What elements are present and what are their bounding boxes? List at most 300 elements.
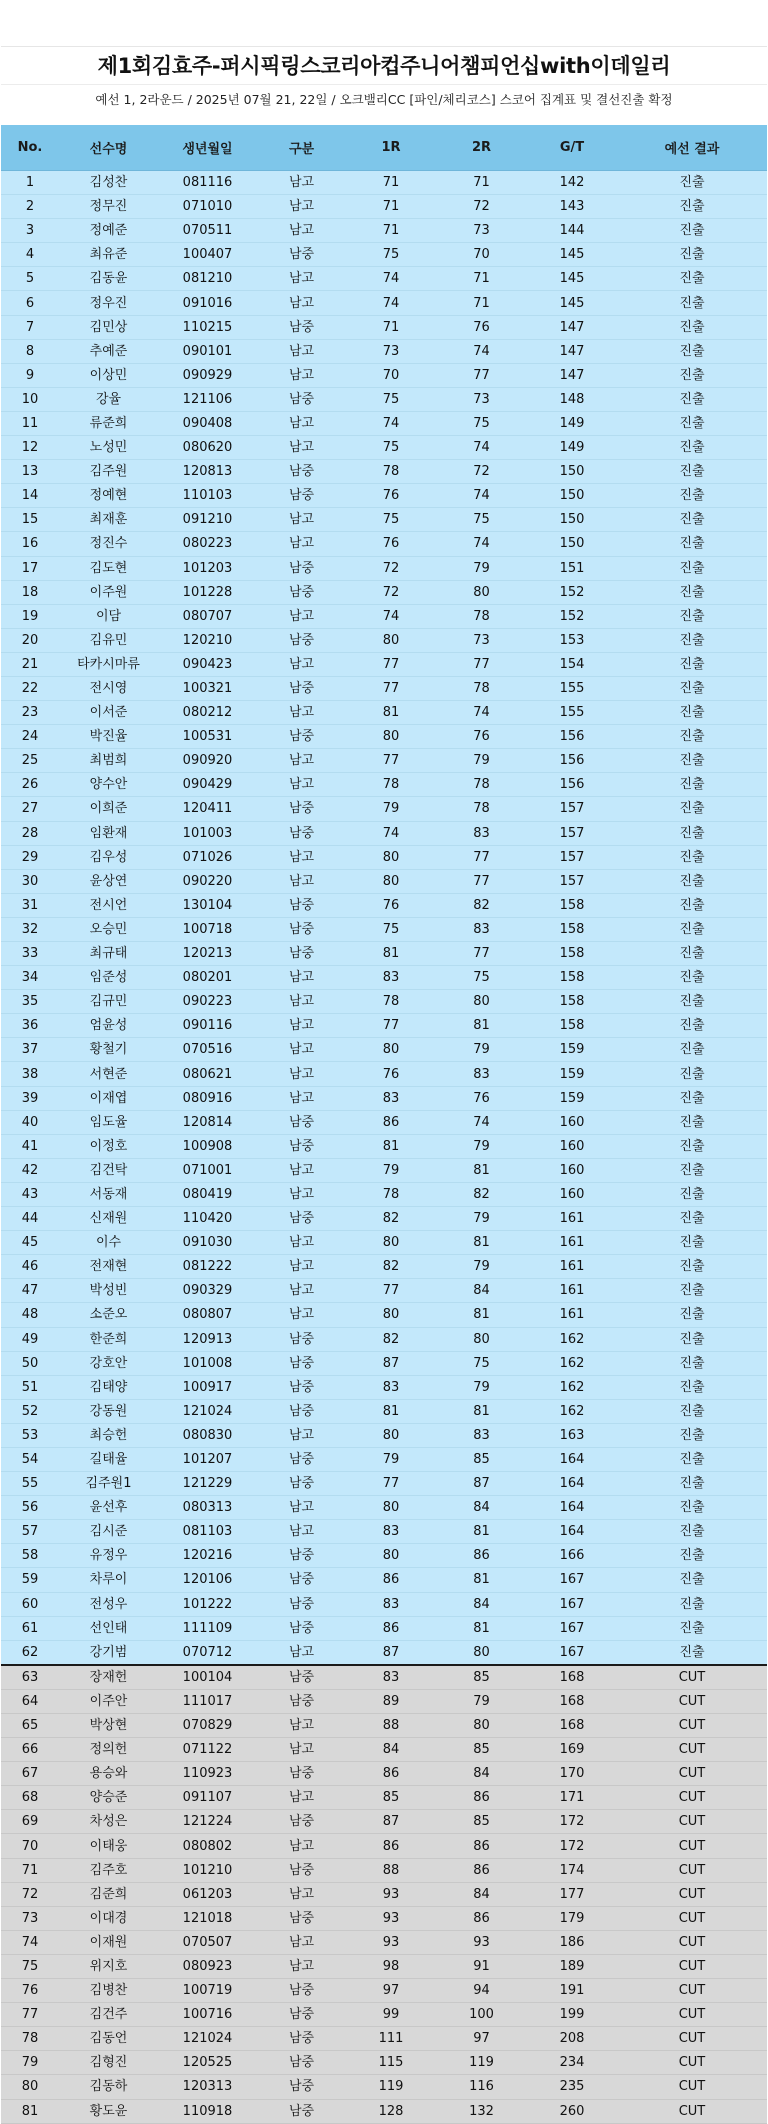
cell-round-1: 86 bbox=[346, 1834, 436, 1858]
cell-gross-total: 149 bbox=[527, 436, 617, 460]
cell-no: 48 bbox=[1, 1303, 59, 1327]
cell-qualifying-result: CUT bbox=[617, 2027, 767, 2051]
cell-division: 남중 bbox=[257, 1134, 346, 1158]
cell-round-2: 71 bbox=[436, 291, 527, 315]
cell-gross-total: 158 bbox=[527, 966, 617, 990]
cell-player-name: 김주호 bbox=[59, 1858, 158, 1882]
cell-qualifying-result: 진출 bbox=[617, 1086, 767, 1110]
cell-no: 51 bbox=[1, 1375, 59, 1399]
cell-gross-total: 160 bbox=[527, 1158, 617, 1182]
cell-player-name: 임준성 bbox=[59, 966, 158, 990]
cell-birthdate: 120210 bbox=[158, 628, 257, 652]
table-row bbox=[1, 1303, 767, 1327]
cell-round-1: 75 bbox=[346, 243, 436, 267]
table-row bbox=[1, 1544, 767, 1568]
cell-no: 53 bbox=[1, 1423, 59, 1447]
table-row bbox=[1, 411, 767, 435]
cell-round-2: 79 bbox=[436, 1255, 527, 1279]
table-row bbox=[1, 556, 767, 580]
table-row bbox=[1, 1182, 767, 1206]
cell-gross-total: 157 bbox=[527, 845, 617, 869]
cell-gross-total: 161 bbox=[527, 1255, 617, 1279]
cell-round-2: 80 bbox=[436, 990, 527, 1014]
cell-round-1: 87 bbox=[346, 1351, 436, 1375]
cell-birthdate: 090423 bbox=[158, 652, 257, 676]
cell-birthdate: 110918 bbox=[158, 2099, 257, 2123]
cell-birthdate: 100531 bbox=[158, 725, 257, 749]
cell-round-1: 80 bbox=[346, 1303, 436, 1327]
cell-birthdate: 080707 bbox=[158, 604, 257, 628]
cell-birthdate: 080212 bbox=[158, 701, 257, 725]
page-title: 제1회김효주-퍼시픽링스코리아컵주니어챔피언십with이데일리 bbox=[97, 54, 671, 78]
cell-round-2: 70 bbox=[436, 243, 527, 267]
cell-player-name: 박성빈 bbox=[59, 1279, 158, 1303]
cell-gross-total: 168 bbox=[527, 1665, 617, 1690]
cell-round-2: 81 bbox=[436, 1014, 527, 1038]
table-row bbox=[1, 315, 767, 339]
table-row bbox=[1, 1231, 767, 1255]
cell-birthdate: 121224 bbox=[158, 1810, 257, 1834]
table-row bbox=[1, 1520, 767, 1544]
cell-birthdate: 101008 bbox=[158, 1351, 257, 1375]
cell-round-2: 81 bbox=[436, 1616, 527, 1640]
cell-qualifying-result: 진출 bbox=[617, 1062, 767, 1086]
cell-player-name: 이주안 bbox=[59, 1689, 158, 1713]
cell-round-2: 85 bbox=[436, 1810, 527, 1834]
cell-division: 남중 bbox=[257, 1375, 346, 1399]
cell-round-1: 78 bbox=[346, 990, 436, 1014]
table-row bbox=[1, 387, 767, 411]
cell-player-name: 차루이 bbox=[59, 1568, 158, 1592]
cell-division: 남고 bbox=[257, 1086, 346, 1110]
cell-player-name: 전성우 bbox=[59, 1592, 158, 1616]
cell-division: 남고 bbox=[257, 1231, 346, 1255]
column-header-division[interactable]: 구분 bbox=[257, 125, 346, 171]
table-row bbox=[1, 267, 767, 291]
cell-player-name: 김동언 bbox=[59, 2027, 158, 2051]
cell-round-1: 81 bbox=[346, 1134, 436, 1158]
cell-birthdate: 100321 bbox=[158, 676, 257, 700]
cell-gross-total: 153 bbox=[527, 628, 617, 652]
cell-round-1: 83 bbox=[346, 1375, 436, 1399]
cell-division: 남중 bbox=[257, 1762, 346, 1786]
cell-no: 52 bbox=[1, 1399, 59, 1423]
cell-birthdate: 110923 bbox=[158, 1762, 257, 1786]
cell-division: 남중 bbox=[257, 1472, 346, 1496]
cell-no: 71 bbox=[1, 1858, 59, 1882]
cell-birthdate: 090220 bbox=[158, 869, 257, 893]
cell-round-1: 77 bbox=[346, 652, 436, 676]
cell-round-2: 77 bbox=[436, 363, 527, 387]
cell-gross-total: 160 bbox=[527, 1182, 617, 1206]
table-row bbox=[1, 2075, 767, 2099]
cell-round-2: 71 bbox=[436, 267, 527, 291]
cell-birthdate: 091210 bbox=[158, 508, 257, 532]
cell-gross-total: 162 bbox=[527, 1375, 617, 1399]
cell-no: 13 bbox=[1, 460, 59, 484]
cell-division: 남중 bbox=[257, 580, 346, 604]
table-row bbox=[1, 773, 767, 797]
cell-round-2: 77 bbox=[436, 652, 527, 676]
cell-round-2: 82 bbox=[436, 1182, 527, 1206]
cell-no: 9 bbox=[1, 363, 59, 387]
cell-player-name: 김동윤 bbox=[59, 267, 158, 291]
cell-round-1: 71 bbox=[346, 171, 436, 195]
table-row bbox=[1, 1158, 767, 1182]
table-row bbox=[1, 942, 767, 966]
cell-round-1: 93 bbox=[346, 1882, 436, 1906]
cell-player-name: 김주원1 bbox=[59, 1472, 158, 1496]
cell-birthdate: 071001 bbox=[158, 1158, 257, 1182]
cell-round-1: 71 bbox=[346, 195, 436, 219]
cell-gross-total: 174 bbox=[527, 1858, 617, 1882]
table-row bbox=[1, 195, 767, 219]
column-header-birthdate[interactable]: 생년월일 bbox=[158, 125, 257, 171]
cell-division: 남중 bbox=[257, 1447, 346, 1471]
cell-round-1: 93 bbox=[346, 1906, 436, 1930]
cell-player-name: 김태양 bbox=[59, 1375, 158, 1399]
cell-no: 35 bbox=[1, 990, 59, 1014]
cell-qualifying-result: 진출 bbox=[617, 1447, 767, 1471]
cell-round-1: 71 bbox=[346, 219, 436, 243]
cell-player-name: 이수 bbox=[59, 1231, 158, 1255]
cell-no: 80 bbox=[1, 2075, 59, 2099]
cell-division: 남중 bbox=[257, 1665, 346, 1690]
table-row bbox=[1, 1014, 767, 1038]
cell-gross-total: 147 bbox=[527, 315, 617, 339]
cell-gross-total: 162 bbox=[527, 1399, 617, 1423]
cell-birthdate: 101207 bbox=[158, 1447, 257, 1471]
cell-player-name: 김주원 bbox=[59, 460, 158, 484]
cell-no: 12 bbox=[1, 436, 59, 460]
cell-gross-total: 161 bbox=[527, 1303, 617, 1327]
cell-round-1: 83 bbox=[346, 1520, 436, 1544]
cell-birthdate: 090429 bbox=[158, 773, 257, 797]
cell-player-name: 이주원 bbox=[59, 580, 158, 604]
cell-player-name: 이태웅 bbox=[59, 1834, 158, 1858]
cell-qualifying-result: 진출 bbox=[617, 845, 767, 869]
cell-division: 남중 bbox=[257, 942, 346, 966]
cell-qualifying-result: CUT bbox=[617, 1665, 767, 1690]
cell-gross-total: 260 bbox=[527, 2099, 617, 2123]
cell-birthdate: 080620 bbox=[158, 436, 257, 460]
cell-player-name: 임도율 bbox=[59, 1110, 158, 1134]
cell-qualifying-result: 진출 bbox=[617, 749, 767, 773]
cell-no: 73 bbox=[1, 1906, 59, 1930]
cell-round-1: 78 bbox=[346, 773, 436, 797]
table-row bbox=[1, 1762, 767, 1786]
cell-player-name: 이대경 bbox=[59, 1906, 158, 1930]
cell-round-2: 86 bbox=[436, 1858, 527, 1882]
cell-no: 7 bbox=[1, 315, 59, 339]
table-row bbox=[1, 339, 767, 363]
cell-no: 16 bbox=[1, 532, 59, 556]
cell-no: 55 bbox=[1, 1472, 59, 1496]
table-row bbox=[1, 291, 767, 315]
cell-birthdate: 121229 bbox=[158, 1472, 257, 1496]
cell-birthdate: 090101 bbox=[158, 339, 257, 363]
cell-birthdate: 100917 bbox=[158, 1375, 257, 1399]
table-row bbox=[1, 243, 767, 267]
cell-gross-total: 167 bbox=[527, 1616, 617, 1640]
cell-division: 남중 bbox=[257, 556, 346, 580]
cell-division: 남중 bbox=[257, 315, 346, 339]
cell-qualifying-result: 진출 bbox=[617, 1616, 767, 1640]
cell-round-2: 87 bbox=[436, 1472, 527, 1496]
cell-qualifying-result: CUT bbox=[617, 1906, 767, 1930]
table-row bbox=[1, 676, 767, 700]
cell-no: 23 bbox=[1, 701, 59, 725]
cell-round-2: 84 bbox=[436, 1279, 527, 1303]
cell-birthdate: 080201 bbox=[158, 966, 257, 990]
cell-birthdate: 120106 bbox=[158, 1568, 257, 1592]
cell-round-1: 82 bbox=[346, 1327, 436, 1351]
cell-division: 남중 bbox=[257, 1689, 346, 1713]
cell-player-name: 차성은 bbox=[59, 1810, 158, 1834]
cell-birthdate: 091030 bbox=[158, 1231, 257, 1255]
cell-gross-total: 158 bbox=[527, 893, 617, 917]
cell-player-name: 정우진 bbox=[59, 291, 158, 315]
cell-round-2: 74 bbox=[436, 484, 527, 508]
cell-round-2: 91 bbox=[436, 1954, 527, 1978]
cell-no: 18 bbox=[1, 580, 59, 604]
cell-gross-total: 155 bbox=[527, 676, 617, 700]
column-header-round-2[interactable]: 2R bbox=[436, 125, 527, 171]
cell-division: 남고 bbox=[257, 436, 346, 460]
cell-round-2: 73 bbox=[436, 628, 527, 652]
cell-round-2: 77 bbox=[436, 869, 527, 893]
cell-qualifying-result: 진출 bbox=[617, 1158, 767, 1182]
cell-player-name: 이담 bbox=[59, 604, 158, 628]
table-row bbox=[1, 436, 767, 460]
cell-no: 37 bbox=[1, 1038, 59, 1062]
cell-player-name: 정무진 bbox=[59, 195, 158, 219]
cell-gross-total: 145 bbox=[527, 243, 617, 267]
cell-no: 8 bbox=[1, 339, 59, 363]
cell-no: 27 bbox=[1, 797, 59, 821]
table-row bbox=[1, 2003, 767, 2027]
cell-division: 남고 bbox=[257, 1882, 346, 1906]
table-row bbox=[1, 628, 767, 652]
cell-birthdate: 110420 bbox=[158, 1207, 257, 1231]
cell-round-1: 99 bbox=[346, 2003, 436, 2027]
cell-no: 43 bbox=[1, 1182, 59, 1206]
table-body bbox=[1, 171, 767, 2124]
cell-gross-total: 156 bbox=[527, 773, 617, 797]
cell-round-1: 88 bbox=[346, 1714, 436, 1738]
cell-division: 남고 bbox=[257, 363, 346, 387]
title-block bbox=[1, 46, 767, 119]
cell-qualifying-result: CUT bbox=[617, 1979, 767, 2003]
cell-no: 33 bbox=[1, 942, 59, 966]
cell-division: 남중 bbox=[257, 1858, 346, 1882]
cell-qualifying-result: 진출 bbox=[617, 676, 767, 700]
cell-qualifying-result: 진출 bbox=[617, 1640, 767, 1665]
cell-player-name: 최규태 bbox=[59, 942, 158, 966]
cell-no: 31 bbox=[1, 893, 59, 917]
cell-qualifying-result: 진출 bbox=[617, 1399, 767, 1423]
cell-round-2: 84 bbox=[436, 1496, 527, 1520]
cell-round-1: 88 bbox=[346, 1858, 436, 1882]
table-row bbox=[1, 508, 767, 532]
table-row bbox=[1, 1207, 767, 1231]
cell-no: 2 bbox=[1, 195, 59, 219]
table-row bbox=[1, 2027, 767, 2051]
table-row bbox=[1, 1954, 767, 1978]
cell-gross-total: 186 bbox=[527, 1930, 617, 1954]
cell-round-1: 81 bbox=[346, 942, 436, 966]
cell-player-name: 김민상 bbox=[59, 315, 158, 339]
cell-no: 1 bbox=[1, 171, 59, 195]
cell-birthdate: 121018 bbox=[158, 1906, 257, 1930]
cell-division: 남고 bbox=[257, 267, 346, 291]
cell-no: 26 bbox=[1, 773, 59, 797]
cell-no: 34 bbox=[1, 966, 59, 990]
column-header-round-1[interactable]: 1R bbox=[346, 125, 436, 171]
cell-round-1: 75 bbox=[346, 917, 436, 941]
cell-round-2: 74 bbox=[436, 436, 527, 460]
cell-round-2: 80 bbox=[436, 1714, 527, 1738]
cell-gross-total: 147 bbox=[527, 339, 617, 363]
table-row bbox=[1, 219, 767, 243]
cell-player-name: 타카시마류 bbox=[59, 652, 158, 676]
cell-player-name: 김규민 bbox=[59, 990, 158, 1014]
cell-round-2: 85 bbox=[436, 1665, 527, 1690]
cell-birthdate: 080802 bbox=[158, 1834, 257, 1858]
cell-player-name: 이재엽 bbox=[59, 1086, 158, 1110]
cell-round-1: 73 bbox=[346, 339, 436, 363]
cell-player-name: 김형진 bbox=[59, 2051, 158, 2075]
cell-qualifying-result: 진출 bbox=[617, 1134, 767, 1158]
cell-gross-total: 164 bbox=[527, 1447, 617, 1471]
cell-qualifying-result: 진출 bbox=[617, 363, 767, 387]
cell-qualifying-result: 진출 bbox=[617, 315, 767, 339]
cell-round-1: 93 bbox=[346, 1930, 436, 1954]
cell-round-2: 75 bbox=[436, 966, 527, 990]
cell-player-name: 추예준 bbox=[59, 339, 158, 363]
cell-no: 42 bbox=[1, 1158, 59, 1182]
cell-player-name: 양수안 bbox=[59, 773, 158, 797]
cell-round-2: 80 bbox=[436, 580, 527, 604]
cell-gross-total: 156 bbox=[527, 749, 617, 773]
cell-gross-total: 142 bbox=[527, 171, 617, 195]
cell-gross-total: 234 bbox=[527, 2051, 617, 2075]
table-row bbox=[1, 701, 767, 725]
cell-no: 59 bbox=[1, 1568, 59, 1592]
table-row bbox=[1, 1858, 767, 1882]
cell-round-2: 76 bbox=[436, 725, 527, 749]
cell-gross-total: 235 bbox=[527, 2075, 617, 2099]
cell-gross-total: 143 bbox=[527, 195, 617, 219]
cell-no: 22 bbox=[1, 676, 59, 700]
cell-no: 49 bbox=[1, 1327, 59, 1351]
cell-gross-total: 149 bbox=[527, 411, 617, 435]
table-row bbox=[1, 2099, 767, 2123]
cell-gross-total: 208 bbox=[527, 2027, 617, 2051]
cell-player-name: 최범희 bbox=[59, 749, 158, 773]
cell-gross-total: 168 bbox=[527, 1689, 617, 1713]
table-row bbox=[1, 1930, 767, 1954]
cell-round-2: 74 bbox=[436, 339, 527, 363]
cell-round-1: 80 bbox=[346, 725, 436, 749]
cell-qualifying-result: CUT bbox=[617, 1738, 767, 1762]
cell-birthdate: 080807 bbox=[158, 1303, 257, 1327]
cell-division: 남고 bbox=[257, 1038, 346, 1062]
cell-player-name: 최승헌 bbox=[59, 1423, 158, 1447]
cell-birthdate: 120525 bbox=[158, 2051, 257, 2075]
cell-division: 남중 bbox=[257, 1207, 346, 1231]
cell-player-name: 김성찬 bbox=[59, 171, 158, 195]
cell-round-1: 72 bbox=[346, 580, 436, 604]
cell-no: 10 bbox=[1, 387, 59, 411]
cell-birthdate: 130104 bbox=[158, 893, 257, 917]
cell-player-name: 신재원 bbox=[59, 1207, 158, 1231]
cell-player-name: 서동재 bbox=[59, 1182, 158, 1206]
cell-qualifying-result: 진출 bbox=[617, 893, 767, 917]
cell-round-2: 78 bbox=[436, 604, 527, 628]
cell-qualifying-result: 진출 bbox=[617, 1375, 767, 1399]
cell-no: 45 bbox=[1, 1231, 59, 1255]
cell-division: 남고 bbox=[257, 1182, 346, 1206]
cell-qualifying-result: CUT bbox=[617, 1689, 767, 1713]
cell-division: 남중 bbox=[257, 628, 346, 652]
cell-qualifying-result: 진출 bbox=[617, 1472, 767, 1496]
cell-gross-total: 177 bbox=[527, 1882, 617, 1906]
cell-birthdate: 101210 bbox=[158, 1858, 257, 1882]
table-row bbox=[1, 1689, 767, 1713]
column-header-qualifying-result[interactable]: 예선 결과 bbox=[617, 125, 767, 171]
cell-division: 남중 bbox=[257, 387, 346, 411]
cell-round-1: 78 bbox=[346, 1182, 436, 1206]
cell-player-name: 김시준 bbox=[59, 1520, 158, 1544]
cell-division: 남고 bbox=[257, 1303, 346, 1327]
table-row bbox=[1, 1279, 767, 1303]
cell-no: 60 bbox=[1, 1592, 59, 1616]
cell-no: 79 bbox=[1, 2051, 59, 2075]
cell-round-2: 80 bbox=[436, 1327, 527, 1351]
cell-qualifying-result: 진출 bbox=[617, 460, 767, 484]
cell-player-name: 강동원 bbox=[59, 1399, 158, 1423]
cell-player-name: 류준희 bbox=[59, 411, 158, 435]
cell-division: 남고 bbox=[257, 195, 346, 219]
column-header-no[interactable]: No. bbox=[1, 125, 59, 171]
cell-gross-total: 164 bbox=[527, 1520, 617, 1544]
cell-no: 24 bbox=[1, 725, 59, 749]
column-header-player-name[interactable]: 선수명 bbox=[59, 125, 158, 171]
column-header-gross-total[interactable]: G/T bbox=[527, 125, 617, 171]
cell-round-2: 119 bbox=[436, 2051, 527, 2075]
cell-no: 39 bbox=[1, 1086, 59, 1110]
cell-gross-total: 161 bbox=[527, 1231, 617, 1255]
table-row bbox=[1, 725, 767, 749]
cell-no: 5 bbox=[1, 267, 59, 291]
cell-round-2: 71 bbox=[436, 171, 527, 195]
cell-birthdate: 111017 bbox=[158, 1689, 257, 1713]
cell-birthdate: 120411 bbox=[158, 797, 257, 821]
cell-no: 25 bbox=[1, 749, 59, 773]
cell-qualifying-result: 진출 bbox=[617, 869, 767, 893]
cell-qualifying-result: CUT bbox=[617, 1954, 767, 1978]
cell-qualifying-result: 진출 bbox=[617, 990, 767, 1014]
cell-player-name: 김병찬 bbox=[59, 1979, 158, 2003]
cell-birthdate: 100716 bbox=[158, 2003, 257, 2027]
cell-gross-total: 144 bbox=[527, 219, 617, 243]
cell-gross-total: 155 bbox=[527, 701, 617, 725]
table-row bbox=[1, 917, 767, 941]
cell-no: 46 bbox=[1, 1255, 59, 1279]
table-row bbox=[1, 460, 767, 484]
cell-round-1: 97 bbox=[346, 1979, 436, 2003]
